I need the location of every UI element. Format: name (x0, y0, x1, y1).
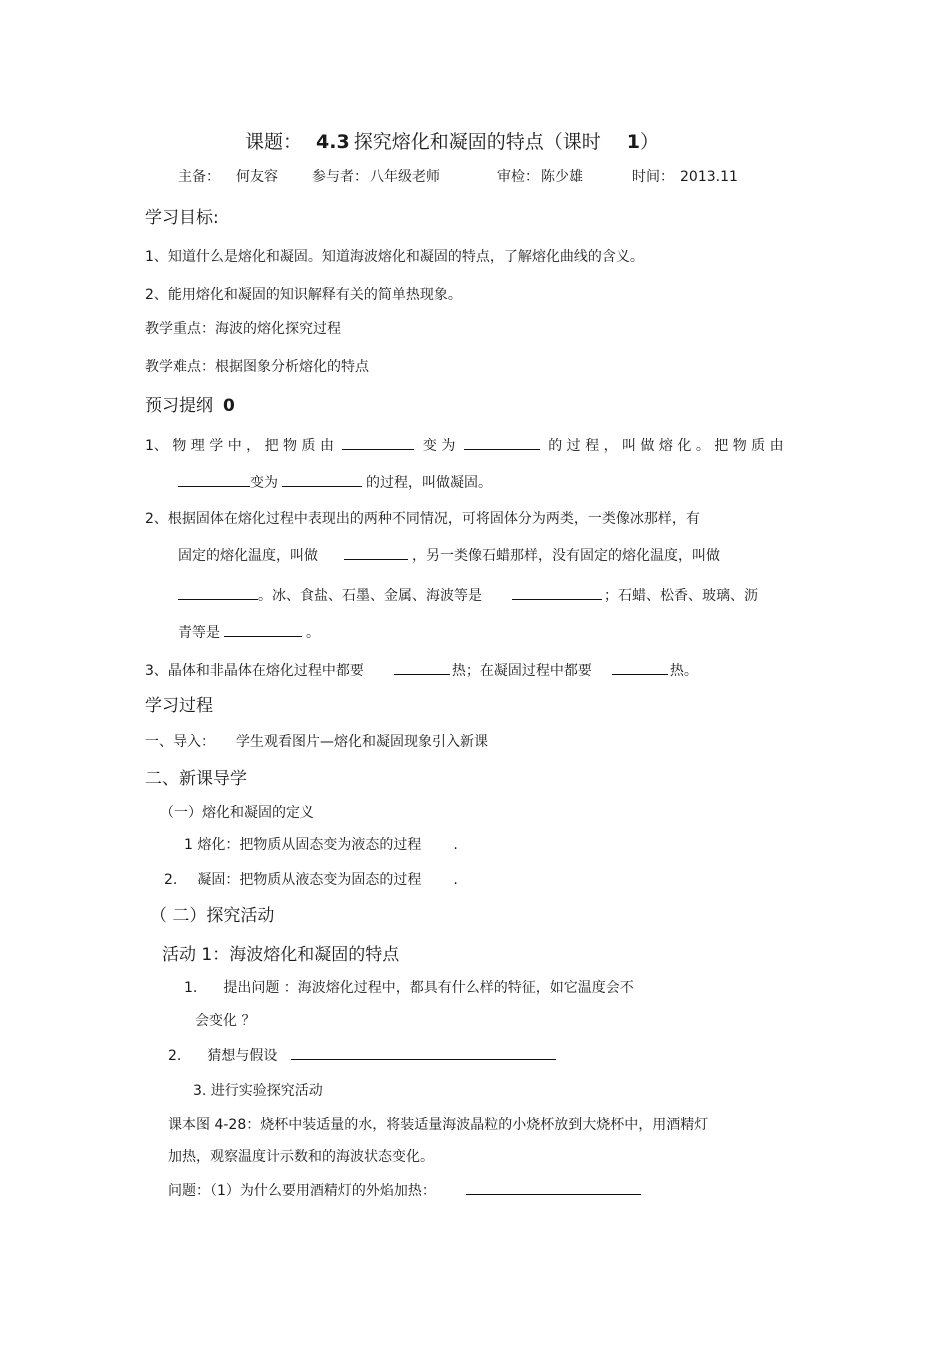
q1-text-a: 1、 物 理 学 中 ， 把 物 质 由 (145, 438, 334, 454)
question-1-line-2 (178, 472, 492, 492)
meta-reviewer: 陈少雄 (541, 169, 583, 185)
definition-solidifying-number: 2. (164, 872, 178, 888)
figure-description: 课本图 4-28：烧杯中装适量的水，将装适量海波晶粒的小烧杯放到大烧杯中，用酒精灯 (168, 1117, 709, 1133)
q3-text-a: 3、晶体和非晶体在熔化过程中都要 (145, 663, 364, 679)
q2-text-e: ；石蜡、松香、玻璃、沥 (604, 588, 758, 604)
objective-item: 2、能用熔化和凝固的知识解释有关的简单热现象。 (145, 287, 462, 303)
answer-blank[interactable] (224, 622, 302, 637)
definition-solidifying-text: 凝固：把物质从液态变为固态的过程 (197, 872, 422, 888)
title-close: ） (639, 131, 659, 153)
question-2-line-3 (178, 585, 758, 605)
q2-text-b: 固定的熔化温度，叫做 (178, 548, 318, 564)
answer-blank[interactable] (282, 472, 362, 487)
title-number: 4.3 (316, 131, 350, 153)
preview-heading (145, 395, 235, 417)
q2-text-c: ，另一类像石蜡那样，没有固定的熔化温度，叫做 (412, 548, 720, 564)
q3-text-c: 热。 (669, 663, 698, 679)
step-3: 3. 进行实验探究活动 (193, 1083, 323, 1099)
process-heading: 学习过程 (145, 696, 213, 716)
definition-melting-end: . (453, 837, 458, 853)
answer-blank[interactable] (512, 585, 602, 600)
intro-label: 一、导入： (145, 734, 215, 750)
meta-preparer: 何友容 (236, 169, 278, 185)
meta-time: 2013.11 (680, 169, 738, 185)
answer-blank[interactable] (342, 435, 414, 450)
intro-text: 学生观看图片—熔化和凝固现象引入新课 (236, 734, 488, 750)
q3-text-b: 热；在凝固过程中都要 (451, 663, 592, 679)
preview-heading-number: 0 (223, 396, 235, 416)
definition-solidifying-end: . (453, 872, 458, 888)
q2-text-g: 。 (306, 625, 320, 641)
q2-text-f: 青等是 (178, 625, 220, 641)
meta-reviewer-label: 审检： (497, 169, 539, 185)
step-1-text: 提出问题 ：海波熔化过程中，都具有什么样的特征，如它温度会不 (223, 980, 634, 996)
meta-participants: 八年级老师 (370, 169, 440, 185)
answer-blank[interactable] (612, 660, 668, 675)
subsection-definitions: （一）熔化和凝固的定义 (160, 805, 314, 821)
meta-time-label: 时间： (632, 169, 674, 185)
activity-heading: 活动 1：海波熔化和凝固的特点 (162, 945, 400, 965)
objectives-heading: 学习目标: (145, 208, 219, 228)
q1-text-b: 变 为 (422, 438, 456, 454)
meta-participants-label: 参与者： (312, 169, 368, 185)
new-lesson-heading: 二、新课导学 (145, 769, 247, 789)
step-2 (168, 1045, 556, 1065)
definition-melting-text: 1 熔化：把物质从固态变为液态的过程 (184, 837, 422, 853)
q1-text-e: 的过程，叫做凝固。 (366, 475, 492, 491)
difficulty: 教学难点：根据图象分析熔化的特点 (145, 359, 369, 375)
step-2-text: 猜想与假设 (207, 1048, 278, 1064)
definition-melting (184, 836, 458, 854)
subsection-activities: （ 二）探究活动 (150, 906, 275, 926)
preview-heading-text: 预习提纲 (145, 396, 213, 416)
step-1-continued: 会变化 ？ (195, 1013, 256, 1029)
answer-blank[interactable] (464, 435, 540, 450)
question-2-line-1: 2、根据固体在熔化过程中表现出的两种不同情况，可将固体分为两类，一类像冰那样，有 (145, 511, 700, 527)
definition-solidifying (164, 871, 458, 889)
question-2-line-2 (178, 545, 720, 565)
key-point: 教学重点：海波的熔化探究过程 (145, 321, 341, 337)
answer-blank[interactable] (178, 585, 258, 600)
step-1 (184, 979, 634, 997)
step-2-number: 2. (168, 1048, 182, 1064)
answer-blank[interactable] (178, 472, 250, 487)
question-3 (145, 660, 698, 680)
answer-blank[interactable] (344, 545, 408, 560)
figure-description-continued: 加热，观察温度计示数和的海波状态变化。 (168, 1149, 434, 1165)
answer-blank[interactable] (291, 1045, 556, 1060)
q1-text-d: 变为 (250, 475, 278, 491)
title-period: 1 (626, 131, 640, 153)
answer-blank[interactable] (466, 1180, 641, 1195)
q1-text-c: 的 过 程 ， 叫 做 熔 化 。 把 物 质 由 (548, 438, 784, 454)
question-1-line-1 (145, 435, 784, 455)
meta-preparer-label: 主备： (178, 169, 220, 185)
question-outer-flame (168, 1180, 641, 1200)
page-title (245, 130, 659, 154)
title-prefix: 课题： (245, 131, 303, 153)
q2-text-d: 。冰、食盐、石墨、金属、海波等是 (258, 588, 482, 604)
question-2-line-4 (178, 622, 320, 642)
step-1-number: 1. (184, 980, 198, 996)
answer-blank[interactable] (394, 660, 450, 675)
objective-item: 1、知道什么是熔化和凝固。知道海波熔化和凝固的特点，了解熔化曲线的含义。 (145, 249, 644, 265)
title-main: 探究熔化和凝固的特点（课时 (353, 131, 601, 153)
question-outer-flame-text: 问题：（1）为什么要用酒精灯的外焰加热： (168, 1183, 436, 1199)
